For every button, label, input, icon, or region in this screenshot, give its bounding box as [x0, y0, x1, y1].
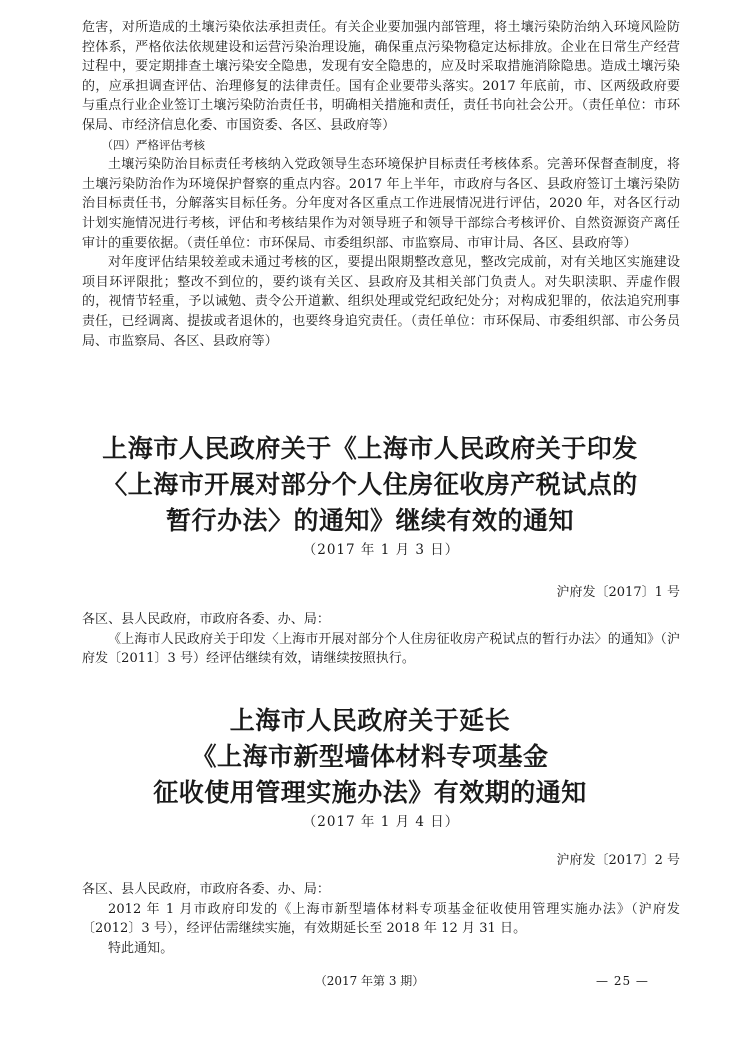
notice-2-addressee: 各区、县人民政府，市政府各委、办、局： [82, 882, 330, 897]
notice-2-title-line: 《上海市新型墙体材料专项基金 [191, 742, 549, 771]
paragraph-assessment: 土壤污染防治目标责任考核纳入党政领导生态环境保护目标责任考核体系。完善环保督查制度，将土壤污染防治作为环境保护督察的重点内容。2017 年上半年，市政府与各区、县政府签订土壤污染防治目标责任书，分解落实目标任务。分年度对各区重点工作进展情况进行评估，2020 年，对各区行动计划实施情况进行考核，评估和考核结果作为对领导班子和领导干部综合考核评价、自然资源资产离任审计的重要依据。（责任单位：市环保局、市委组织部、市监察局、市审计局、各区、县政府等） [82, 157, 680, 251]
notice-1-title-line: 暂行办法〉的通知》继续有效的通知 [165, 506, 574, 535]
notice-1-body [82, 610, 680, 669]
section-soil-pollution [82, 18, 680, 351]
subheading-assessment: （四）严格评估考核 [101, 137, 206, 152]
notice-2-title-line: 上海市人民政府关于延长 [229, 706, 511, 735]
notice-2-content: 2012 年 1 月市政府印发的《上海市新型墙体材料专项基金征收使用管理实施办法》（沪府发〔2012〕3 号），经评估需继续实施，有效期延长至 2018 年 12 月 31 日。 [82, 901, 680, 937]
notice-2-date: （2017 年 1 月 4 日） [302, 814, 460, 830]
page-number: — 25 — [596, 974, 649, 988]
notice-2-body [82, 880, 680, 958]
notice-1-addressee: 各区、县人民政府，市政府各委、办、局： [82, 612, 330, 627]
notice-2-closing: 特此通知。 [108, 940, 174, 956]
paragraph-accountability: 对年度评估结果较差或未通过考核的区，要提出限期整改意见，整改完成前，对有关地区实施建设项目环评限批；整改不到位的，要约谈有关区、县政府及其相关部门负责人。对失职渎职、弄虚作假的，视情节轻重，予以诫勉、责令公开道歉、组织处理或党纪政纪处分；对构成犯罪的，依法追究刑事责任，已经调离、提拔或者退休的，也要终身追究责任。（责任单位：市环保局、市委组织部、市公务员局、市监察局、各区、县政府等） [82, 255, 680, 349]
notice-1-title-line: 上海市人民政府关于《上海市人民政府关于印发 [102, 434, 638, 463]
notice-1-date: （2017 年 1 月 3 日） [302, 542, 460, 558]
notice-2-title-line: 征收使用管理实施办法》有效期的通知 [153, 778, 587, 807]
notice-2-title [40, 703, 700, 811]
notice-1-doc-number: 沪府发〔2017〕1 号 [556, 585, 680, 600]
notice-2-doc-number: 沪府发〔2017〕2 号 [556, 853, 680, 868]
notice-1-content: 《上海市人民政府关于印发〈上海市开展对部分个人住房征收房产税试点的暂行办法〉的通知》（沪府发〔2011〕3 号）经评估继续有效，请继续按照执行。 [82, 631, 680, 667]
footer-issue: （2017 年第 3 期） [314, 974, 425, 988]
paragraph-enterprise-responsibility: 危害，对所造成的土壤污染依法承担责任。有关企业要加强内部管理，将土壤污染防治纳入环境风险防控体系，严格依法依规建设和运营污染治理设施，确保重点污染物稳定达标排放。企业在日常生产经营过程中，要定期排查土壤污染安全隐患，发现有安全隐患的，应及时采取措施消除隐患。造成土壤污染的，应承担调查评估、治理修复的法律责任。国有企业要带头落实。2017 年底前，市、区两级政府要与重点行业企业签订土壤污染防治责任书，明确相关措施和责任，责任书向社会公开。（责任单位：市环保局、市经济信息化委、市国资委、各区、县政府等） [82, 20, 680, 133]
notice-1-title-line: 〈上海市开展对部分个人住房征收房产税试点的 [102, 470, 638, 499]
notice-1-title [40, 431, 700, 539]
